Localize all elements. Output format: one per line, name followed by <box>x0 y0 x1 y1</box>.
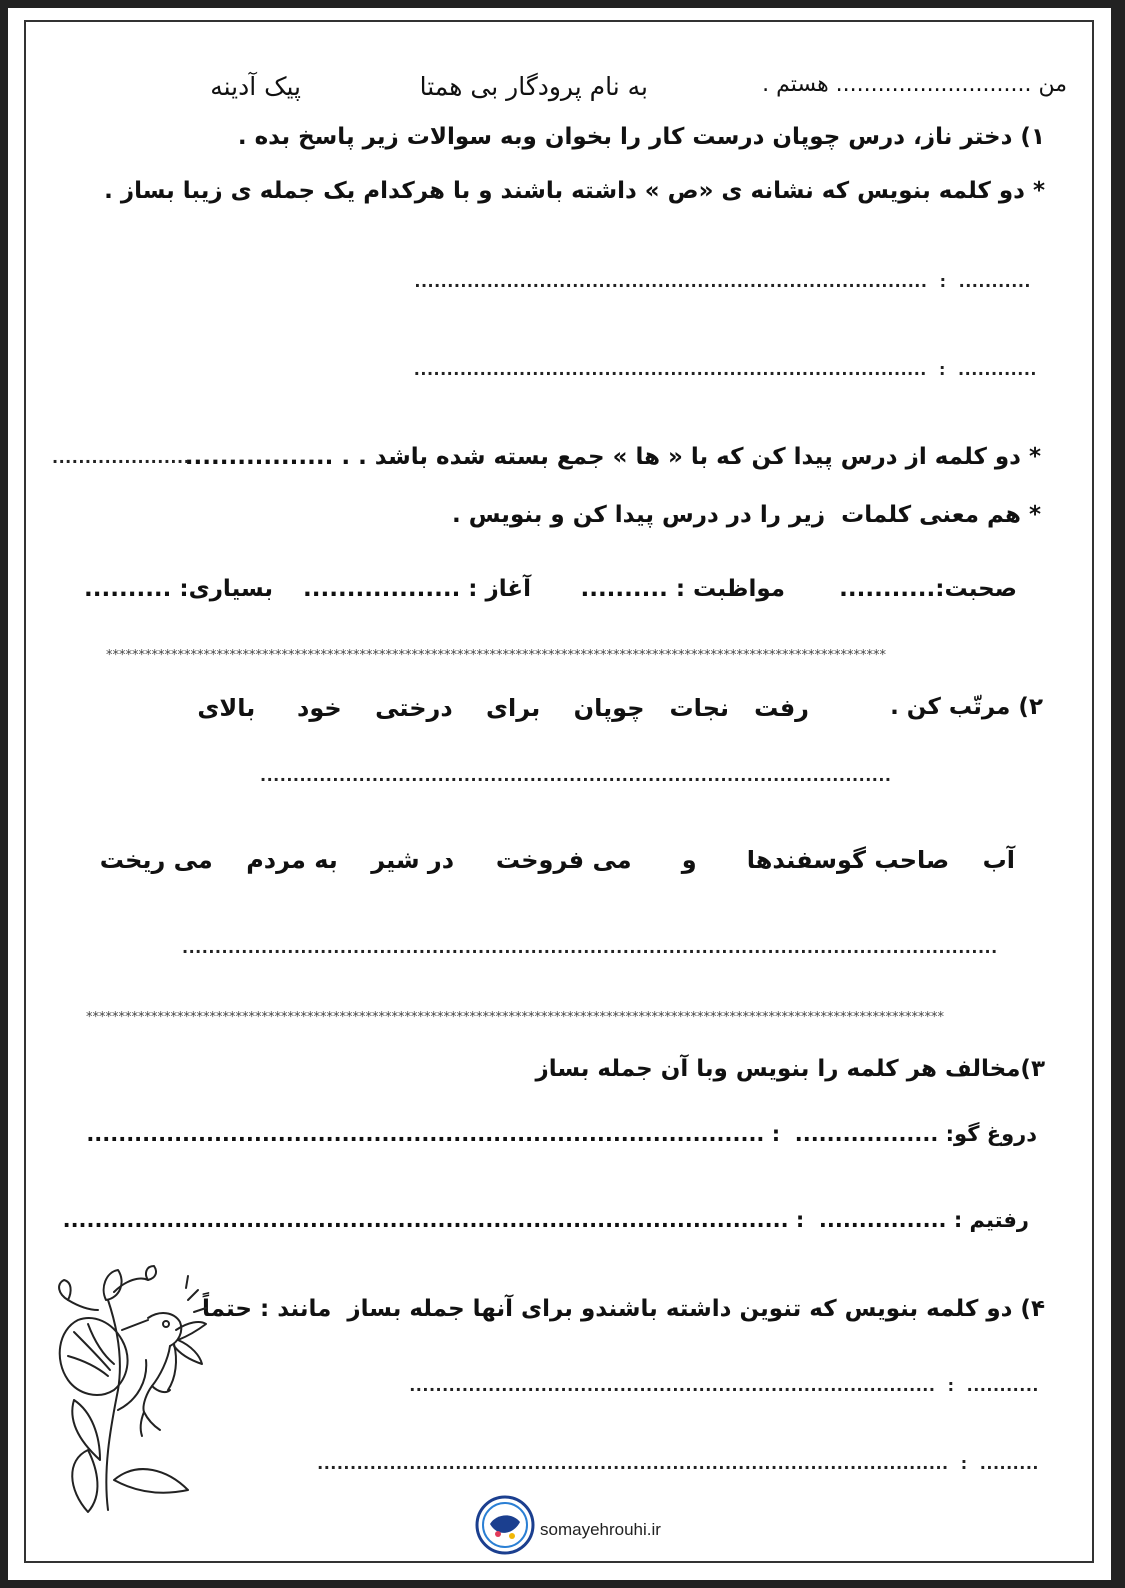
worksheet-page <box>8 8 1111 1580</box>
q1-b-extra-line[interactable]: ..................... <box>52 448 191 467</box>
q2-label: ۲) مرتّب کن . <box>890 694 1043 720</box>
q1-a-answer-line-2[interactable]: .............................................................................. : ............ <box>413 360 1037 379</box>
q1-word-movazebat[interactable]: مواظبت : .......... <box>580 576 785 602</box>
q4-answer-line-1[interactable]: ................................................................................ : ........... <box>409 1376 1039 1395</box>
q4-label: ۴) دو کلمه بنویس که تنوین داشته باشندو برای آنها جمله بساز مانند : حتماً <box>201 1296 1045 1322</box>
q3-label: ۳)مخالف هر کلمه را بنویس وبا آن جمله بساز <box>535 1056 1045 1082</box>
q1-a-prompt: * دو کلمه بنویس که نشانه ی «ص » داشته باشند و با هرکدام یک جمله ی زیبا بساز . <box>104 178 1045 204</box>
q1-c-prompt: * هم معنی کلمات زیر را در درس پیدا کن و بنویس . <box>452 502 1041 528</box>
somayeh-logo-icon <box>474 1494 536 1556</box>
q1-word-aghaz[interactable]: آغاز : .................. <box>303 576 531 602</box>
header-center-title: به نام پرودگار بی همتا <box>419 72 648 101</box>
flower-bird-drawing-icon <box>48 1260 208 1516</box>
q1-a-answer-line-1[interactable]: .............................................................................. : ........... <box>414 272 1031 291</box>
q1-word-besyari[interactable]: بسیاری: .......... <box>84 576 273 602</box>
header-name-field: من ............................ هستم . <box>762 72 1067 97</box>
q2-words-2: آب صاحب گوسفندها و می فروخت در شیر به مردم می ریخت <box>99 846 1015 874</box>
q3-item-1[interactable]: دروغ گو: .................. : ..................................................................................... <box>86 1122 1037 1146</box>
separator-1: ************************************************************************************************************************ <box>106 648 886 663</box>
separator-2: ************************************************************************************************************************************ <box>86 1010 944 1025</box>
q1-word-sohbat[interactable]: صحبت:........... <box>839 576 1017 602</box>
q2-answer-line-1[interactable]: ................................................................................................ <box>260 766 892 785</box>
q1-intro: ۱) دختر ناز، درس چوپان درست کار را بخوان وبه سوالات زیر پاسخ بده . <box>237 124 1045 150</box>
q2-answer-line-2[interactable]: ............................................................................................................................ <box>182 938 998 957</box>
q3-item-2[interactable]: رفتیم : ................ : ........................................................................................... <box>62 1208 1029 1232</box>
q2-words-1: رفت نجات چوپان برای درختی خود بالای <box>197 694 809 722</box>
q4-answer-line-2[interactable]: ................................................................................................ : ......... <box>317 1454 1039 1473</box>
footer-website-url[interactable]: somayehrouhi.ir <box>540 1520 661 1539</box>
q1-b-prompt: * دو کلمه از درس پیدا کن که با « ها » جمع بسته شده باشد . . ................. <box>184 444 1041 470</box>
header-left-title: پیک آدینه <box>210 72 301 101</box>
